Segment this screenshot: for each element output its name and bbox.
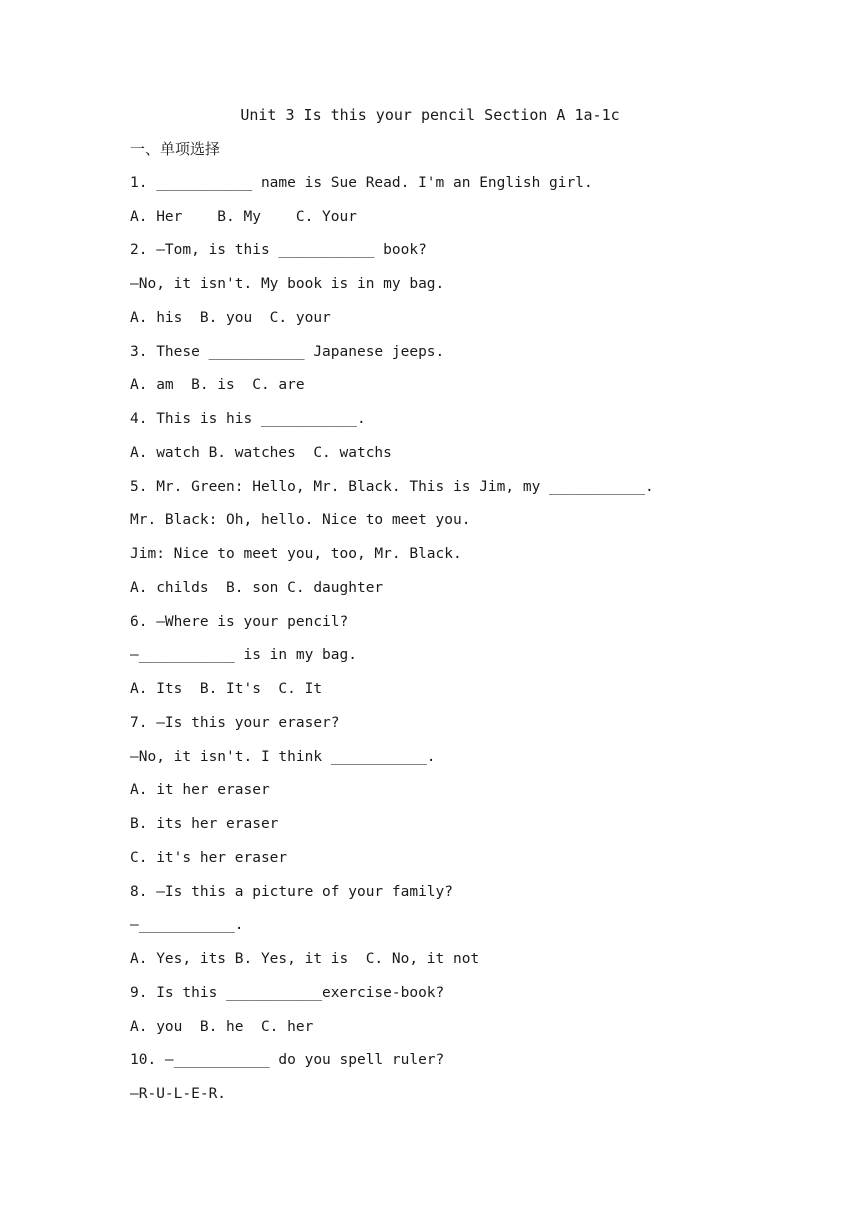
question-8-reply: —___________. (130, 917, 244, 934)
question-2-reply: —No, it isn't. My book is in my bag. (130, 276, 445, 292)
question-5-options: A. childs B. son C. daughter (130, 579, 384, 596)
question-list (130, 138, 830, 1117)
question-7-option-c: C. it's her eraser (130, 849, 288, 866)
question-7: 7. —Is this your eraser? (130, 714, 340, 731)
question-10: 10. —___________ do you spell ruler? (130, 1052, 445, 1069)
question-9: 9. Is this ___________exercise-book? (130, 984, 445, 1001)
question-1-options: A. Her B. My C. Your (130, 208, 357, 225)
question-2: 2. —Tom, is this ___________ book? (130, 242, 427, 259)
question-6-reply: —___________ is in my bag. (130, 647, 357, 664)
question-8-options: A. Yes, its B. Yes, it is C. No, it not (130, 951, 480, 967)
question-6-options: A. Its B. It's C. It (130, 681, 323, 697)
question-1: 1. ___________ name is Sue Read. I'm an English girl. (130, 174, 593, 191)
question-5-dialogue-1: Mr. Black: Oh, hello. Nice to meet you. (130, 512, 471, 529)
question-6: 6. —Where is your pencil? (130, 613, 349, 630)
section-heading: 一、单项选择 (130, 140, 221, 158)
question-9-options: A. you B. he C. her (130, 1018, 314, 1035)
question-8: 8. —Is this a picture of your family? (130, 883, 454, 900)
question-7-reply: —No, it isn't. I think ___________. (130, 748, 436, 765)
question-3: 3. These ___________ Japanese jeeps. (130, 343, 445, 360)
question-2-options: A. his B. you C. your (130, 309, 331, 326)
document-title: Unit 3 Is this your pencil Section A 1a-1c (240, 106, 620, 124)
question-5: 5. Mr. Green: Hello, Mr. Black. This is Jim, my ___________. (130, 478, 654, 495)
question-3-options: A. am B. is C. are (130, 377, 305, 394)
question-4-options: A. watch B. watches C. watchs (130, 444, 392, 461)
question-7-option-a: A. it her eraser (130, 782, 270, 799)
question-4: 4. This is his ___________. (130, 411, 366, 427)
question-5-dialogue-2: Jim: Nice to meet you, too, Mr. Black. (130, 546, 462, 562)
question-7-option-b: B. its her eraser (130, 816, 279, 832)
question-10-reply: —R-U-L-E-R. (130, 1086, 227, 1102)
